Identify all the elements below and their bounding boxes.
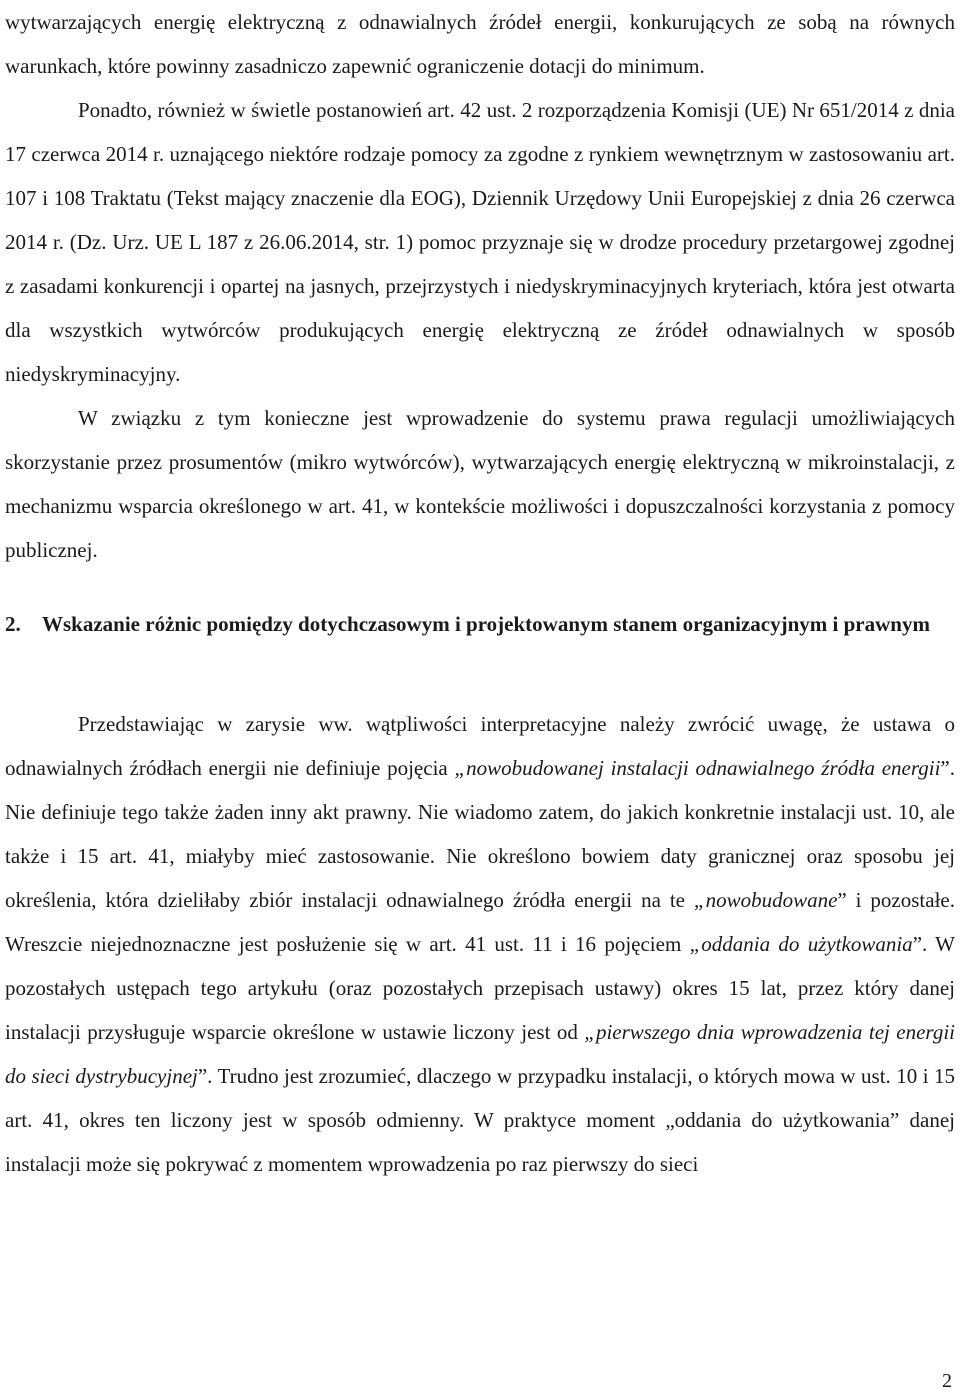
- page-number: 2: [942, 1370, 952, 1392]
- paragraph-continuation: wytwarzających energię elektryczną z odnawialnych źródeł energii, konkurujących ze sobą na równych warunkach, które powinny zasadniczo zapewnić ograniczenie dotacji do minimum.: [5, 10, 955, 78]
- document-body: [5, 0, 955, 1186]
- italic-term: „nowobudowane: [693, 888, 838, 912]
- spacer: [5, 646, 955, 702]
- paragraph-interpretation-doubts: [5, 702, 955, 1186]
- spacer: [5, 572, 955, 602]
- italic-term: „oddania do użytkowania: [689, 932, 913, 956]
- section-heading: [5, 602, 955, 646]
- paragraph-state-aid-regulation: Ponadto, również w świetle postanowień art. 42 ust. 2 rozporządzenia Komisji (UE) Nr 651/2014 z dnia 17 czerwca 2014 r. uznającego niektóre rodzaje pomocy za zgodne z rynkiem wewnętrznym w zastosowaniu art. 107 i 108 Traktatu (Tekst mający znaczenie dla EOG), Dziennik Urzędowy Unii Europejskiej z dnia 26 czerwca 2014 r. (Dz. Urz. UE L 187 z 26.06.2014, str. 1) pomoc przyznaje się w drodze procedury przetargowej zgodnej z zasadami konkurencji i opartej na jasnych, przejrzystych i niedyskryminacyjnych kryteriach, która jest otwarta dla wszystkich wytwórców produkujących energię elektryczną ze źródeł odnawialnych w sposób niedyskryminacyjny.: [5, 98, 955, 386]
- text-segment: ”. Trudno jest zrozumieć, dlaczego w przypadku instalacji, o których mowa w ust. 10 i 15 art. 41, okres ten liczony jest w sposób odmienny. W praktyce moment „oddania do użytkowania” danej instalacji może się pokrywać z momentem wprowadzenia po raz pierwszy do sieci: [5, 1064, 955, 1176]
- text-segment: ”. W pozostałych ustępach tego artykułu (oraz pozostałych przepisach ustawy) okres 15 lat, przez który danej instalacji przysługuje wsparcie określone w ustawie liczony jest od: [5, 932, 955, 1044]
- text-segment: Przedstawiając w zarysie ww. wątpliwości interpretacyjne należy zwrócić uwagę, że ustawa o odnawialnych źródłach energii nie definiuje pojęcia: [5, 712, 955, 780]
- section-number: 2.: [5, 612, 21, 636]
- paragraph-prosumers: W związku z tym konieczne jest wprowadzenie do systemu prawa regulacji umożliwiających skorzystanie przez prosumentów (mikro wytwórców), wytwarzających energię elektryczną w mikroinstalacji, z mechanizmu wsparcia określonego w art. 41, w kontekście możliwości i dopuszczalności korzystania z pomocy publicznej.: [5, 406, 955, 562]
- italic-term: „pierwszego dnia wprowadzenia tej energii do sieci dystrybucyjnej: [5, 1020, 955, 1088]
- italic-term: „nowobudowanej instalacji odnawialnego źródła energii: [454, 756, 941, 780]
- text-segment: ” i pozostałe. Wreszcie niejednoznaczne jest posłużenie się w art. 41 ust. 11 i 16 pojęciem: [5, 888, 955, 956]
- section-title: Wskazanie różnic pomiędzy dotychczasowym i projektowanym stanem organizacyjnym i prawnym: [42, 612, 930, 636]
- text-segment: ”. Nie definiuje tego także żaden inny akt prawny. Nie wiadomo zatem, do jakich konkretnie instalacji ust. 10, ale także i 15 art. 41, miałyby mieć zastosowanie. Nie określono bowiem daty granicznej oraz sposobu jej określenia, która dzieliłaby zbiór instalacji odnawialnego źródła energii na te: [5, 756, 955, 912]
